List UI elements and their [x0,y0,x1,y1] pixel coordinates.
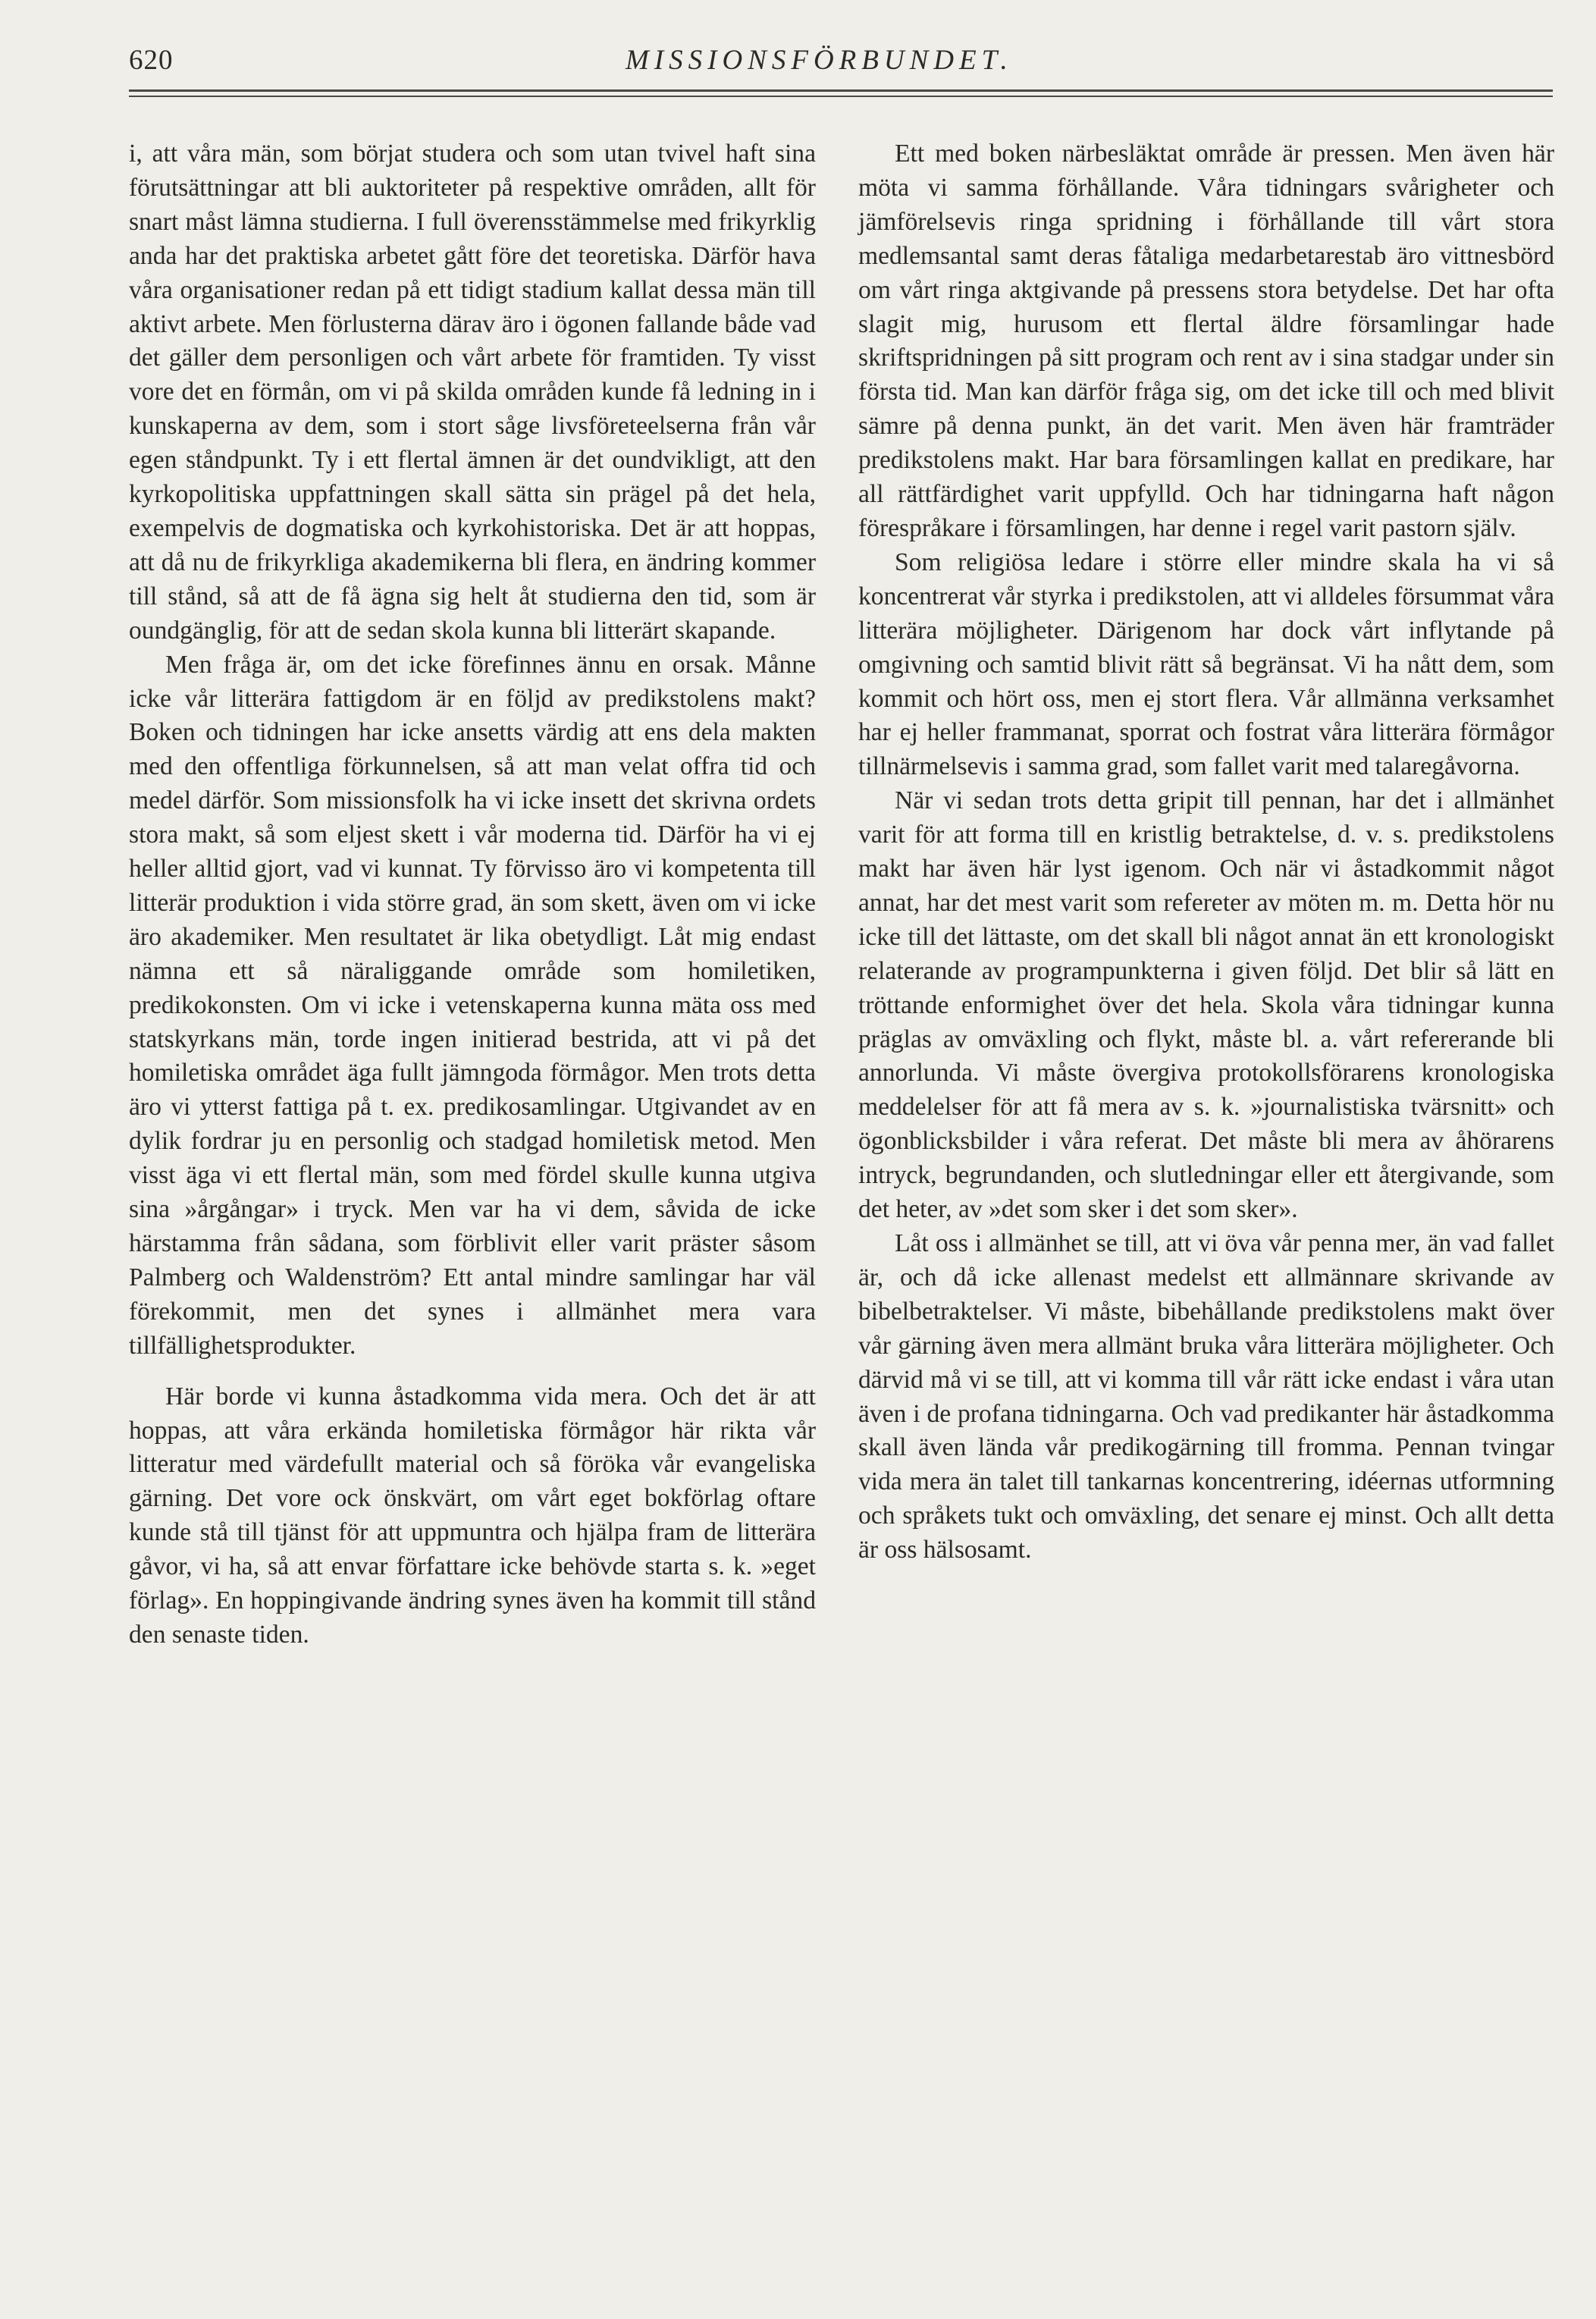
page-number: 620 [129,45,174,76]
running-title: MISSIONSFÖRBUNDET. [626,45,1013,76]
paragraph: Ett med boken närbesläktat område är pressen. Men även här möta vi samma förhållande. Våra tidningars svårigheter och jämförelsevis ringa spridning i förhållande till vårt stora medlemsantal samt deras fåtaliga medarbetarestab äro vittnesbörd om vårt ringa aktgivande på pressens stora betydelse. Det har ofta slagit mig, hurusom ett flertal äldre församlingar hade skriftspridningen på sitt program och rent av i sina stadgar under sin första tid. Man kan därför fråga sig, om det icke till och med blivit sämre på denna punkt, än det varit. Men även här framträder predikstolens makt. Har bara församlingen kallat en predikare, har all rättfärdighet varit uppfylld. Och har tidningarna haft någon förespråkare i församlingen, har denne i regel varit pastorn själv. [858,140,1554,542]
page-header [129,44,1553,89]
header-rule-bottom [129,96,1553,97]
paragraph: Här borde vi kunna åstadkomma vida mera. Och det är att hoppas, att våra erkända homiletiska förmågor här rikta vår litteratur med värdefullt material och så föröka vår evangeliska gärning. Det vore ock önskvärt, om vårt eget bokförlag oftare kunde stå till tjänst för att uppmuntra och hjälpa fram de litterära gåvor, vi ha, så att envar författare icke behövde starta s. k. »eget förlag». En hoppingivande ändring synes även ha kommit till stånd den senaste tiden. [129,1382,816,1649]
header-rule-top [129,89,1553,92]
paragraph: Som religiösa ledare i större eller mindre skala ha vi så koncentrerat vår styrka i predikstolen, att vi alldeles försummat våra litterära möjligheter. Därigenom har dock vårt inflytande på omgivning och samtid blivit rätt så begränsat. Vi ha nått dem, som kommit och hört oss, men ej stort flera. Vår allmänna verksamhet har ej heller frammanat, sporrat och fostrat våra litterära förmågor tillnärmelsevis i samma grad, som fallet varit med talaregåvorna. [858,548,1554,781]
paragraph: När vi sedan trots detta gripit till pennan, har det i allmänhet varit för att forma till en kristlig betraktelse, d. v. s. predikstolens makt har även här lyst igenom. Och när vi åstadkommit något annat, har det mest varit som refereter av möten m. m. Detta hör nu icke till det lättaste, om det skall bli något annat än ett kronologiskt relaterande av programpunkterna i given följd. Det blir så lätt en tröttande enformighet över det hela. Skola våra tidningar kunna präglas av omväxling och flykt, måste bl. a. vårt refererande bli annorlunda. Vi måste övergiva protokollsförarens kronologiska meddelelser för att få mera av s. k. »journalistiska tvärsnitt» och ögonblicksbilder i våra referat. Det måste bli mera av åhörarens intryck, begrundanden, och slutledningar eller ett återgivande, som det heter, av »det som sker i det som sker». [858,786,1554,1224]
left-column [129,137,816,1652]
paragraph: Men fråga är, om det icke förefinnes ännu en orsak. Månne icke vår litterära fattigdom är en följd av predikstolens makt? Boken och tidningen har icke ansetts värdig att ens dela makten med den offentliga förkunnelsen, så att man velat offra tid och medel därför. Som missionsfolk ha vi icke insett det skrivna ordets stora makt, så som eljest skett i vår moderna tid. Därför ha vi ej heller alltid gjort, vad vi kunnat. Ty förvisso äro vi kompetenta till litterär produktion i vida större grad, än som skett, även om vi icke äro akademiker. Men resultatet är lika obetydligt. Låt mig endast nämna ett så näraliggande område som homiletiken, predikokonsten. Om vi icke i vetenskaperna kunna mäta oss med statskyrkans män, torde ingen initierad bestrida, att vi på det homiletiska området äga fullt jämngoda förmågor. Men trots detta äro vi ytterst fattiga på t. ex. predikosamlingar. Utgivandet av en dylik fordrar ju en personlig och stadgad homiletisk metod. Men visst äga vi ett flertal män, som med fördel skulle kunna utgiva sina »årgångar» i tryck. Men var ha vi dem, såvida de icke härstamma från sådana, som förblivit eller varit präster såsom Palmberg och Waldenström? Ett antal mindre samlingar har väl förekommit, men det synes i allmänhet mera vara tillfällighetsprodukter. [129,650,816,1360]
right-column [858,137,1554,1567]
paragraph: Låt oss i allmänhet se till, att vi öva vår penna mer, än vad fallet är, och då icke allenast medelst ett allmännare skrivande av bibelbetraktelser. Vi måste, bibehållande predikstolens makt över vår gärning även mera allmänt bruka våra litterära möjligheter. Och därvid må vi se till, att vi komma till vår rätt icke endast i våra utan även i de profana tidningarna. Och vad predikanter här åstadkomma skall även lända vår predikogärning till fromma. Pennan tvingar vida mera än talet till tankarnas koncentrering, idéernas utformning och språkets tukt och omväxling, det senare ej minst. Och allt detta är oss hälsosamt. [858,1229,1554,1564]
paragraph: i, att våra män, som börjat studera och som utan tvivel haft sina förutsättningar att bli auktoriteter på respektive områden, allt för snart måst lämna studierna. I full överensstämmelse med frikyrklig anda har det praktiska arbetet gått före det teoretiska. Därför hava våra organisationer redan på ett tidigt stadium kallat dessa män till aktivt arbete. Men förlusterna därav äro i ögonen fallande både vad det gäller dem personligen och vårt arbete för framtiden. Ty visst vore det en förmån, om vi på skilda områden kunde få ledning in i kunskaperna av dem, som i stort såge livsföreteelserna från vår egen ståndpunkt. Ty i ett flertal ämnen är det oundvikligt, att den kyrkopolitiska uppfattningen skall sätta sin prägel på det hela, exempelvis de dogmatiska och kyrkohistoriska. Det är att hoppas, att då nu de frikyrkliga akademikerna bli flera, en ändring kommer till stånd, så att de få ägna sig helt åt studierna den tid, som är oundgänglig, för att de sedan skola kunna bli litterärt skapande. [129,140,816,645]
